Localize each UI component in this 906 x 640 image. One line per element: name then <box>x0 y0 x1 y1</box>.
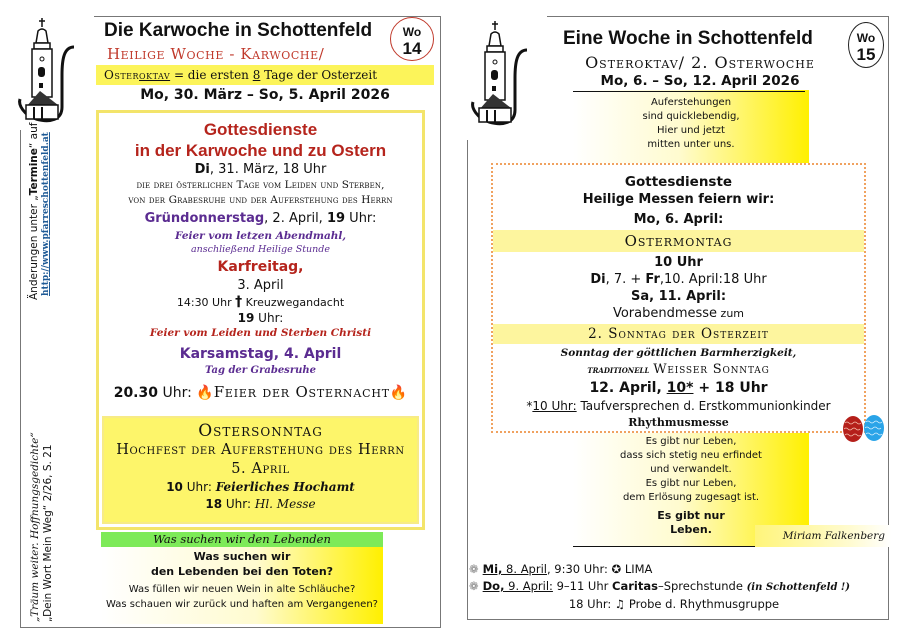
lebenden-box: Was suchen wir den Lebenden Was suchen wir den Lebenden bei den Toten? Was füllen wir neuen Wein in alte Schläuche? Was schauen wir zurück und haften am Vergangenen? <box>101 532 383 624</box>
dates-rule <box>573 91 805 92</box>
friday-date: 3. April <box>237 278 284 293</box>
lebenden-header: Was suchen wir den Lebenden <box>101 532 383 547</box>
services-subheading: in der Karwoche und zu Ostern <box>134 141 387 160</box>
rhythmusmesse: Rhythmusmesse <box>628 416 729 429</box>
vorabend-line: Vorabendmesse zum <box>612 306 745 321</box>
services-box <box>491 163 866 433</box>
frame-bottom <box>467 619 889 620</box>
frame-top <box>94 16 440 17</box>
easter-sunday-mass-1: 10 Uhr: Feierliches Hochamt <box>166 480 355 494</box>
easter-night-line: 20.30 Uhr: 🔥Feier der Osternacht🔥 <box>113 383 408 401</box>
triduum-line-2: von der Grabesruhe und der Auferstehung des Herrn <box>128 194 393 206</box>
tuesday-line: Di, 31. März, 18 Uhr <box>194 162 327 177</box>
event-item: 18 Uhr: ♫ Probe d. Rhythmusgruppe <box>568 597 780 611</box>
poem-author: Miriam Falkenberg <box>755 525 891 547</box>
flame-icon: 🔥 <box>389 385 408 401</box>
week-dates: Mo, 6. – So, 12. April 2026 <box>600 73 800 89</box>
osteroktav-bar: Osteroktav = die ersten 8 Tage der Osterzeit <box>96 65 434 85</box>
easter-sunday-subtitle: Hochfest der Auferstehung des Herrn <box>116 442 405 458</box>
ostermontag-band: Ostermontag <box>493 230 864 252</box>
right-page <box>455 0 906 640</box>
friday-event-2: Feier vom Leiden und Sterben Christi <box>149 327 372 339</box>
quote-source-2: „Dein Wort Mein Weg“ 2/26, S. 21 <box>42 444 54 622</box>
services-subheading: Heilige Messen feiern wir: <box>582 192 775 207</box>
services-box <box>96 110 425 530</box>
footnote-line: *10 Uhr: Taufversprechen d. Erstkommunionkinder <box>526 399 831 413</box>
sunday-times: 12. April, 10* + 18 Uhr <box>589 380 768 396</box>
week-badge: Wo 14 <box>390 17 434 61</box>
barmherzigkeit-line: Sonntag der göttlichen Barmherzigkeit, <box>560 347 797 359</box>
services-heading: Gottesdienste <box>203 120 318 139</box>
events-list <box>469 561 889 613</box>
week-dates: Mo, 30. März – So, 5. April 2026 <box>140 87 390 103</box>
easter-eggs-icon <box>839 413 889 443</box>
sunday-band: 2. Sonntag der Osterzeit <box>493 324 864 344</box>
page-subtitle: Heilige Woche - Karwoche/ <box>107 45 325 63</box>
page-title: Eine Woche in Schottenfeld <box>563 28 813 49</box>
friday-name: Karfreitag, <box>217 259 304 275</box>
frame-right <box>440 16 441 628</box>
monday-line: Mo, 6. April: <box>633 212 724 227</box>
easter-sunday-title: Ostersonntag <box>198 421 323 441</box>
frame-left <box>20 130 21 628</box>
weekday-masses: Di, 7. + Fr,10. April:18 Uhr <box>590 272 767 287</box>
event-item: ❁ Do, 9. April: 9–11 Uhr Caritas–Sprechstunde (in Schottenfeld !) <box>469 579 851 593</box>
changes-note: Änderungen unter „Termine“ auf <box>28 122 40 300</box>
church-logo-icon <box>465 18 545 128</box>
friday-time-2: 19 Uhr: <box>237 311 284 325</box>
poem-box: Es gibt nur Leben, dass sich stetig neu erfindet und verwandelt. Es gibt nur Leben, dem Erlösung zugesagt ist. Es gibt nur Leben. <box>573 433 809 546</box>
triduum-line-1: die drei österlichen Tage vom Leiden und Sterben, <box>136 179 385 191</box>
auferstehung-box: Auferstehungen sind quicklebendig, Hier und jetzt mitten unter uns. <box>573 90 809 163</box>
week-badge: Wo 15 <box>848 22 884 68</box>
cross-icon: † <box>235 294 243 310</box>
thursday-note: anschließend Heilige Stunde <box>191 244 330 255</box>
services-heading: Gottesdienste <box>624 174 733 190</box>
friday-way-of-cross: 14:30 Uhr † Kreuzwegandacht <box>176 294 345 310</box>
left-page <box>0 0 452 640</box>
weisser-sonntag-line: traditionell Weisser Sonntag <box>587 362 770 377</box>
frame-top <box>547 16 888 17</box>
saturday-line: Sa, 11. April: <box>630 289 727 304</box>
church-logo-icon <box>12 15 92 125</box>
parish-website-link[interactable]: http://www.pfarreschottenfeld.at <box>41 132 51 296</box>
flame-icon: 🔥 <box>196 385 214 401</box>
saturday-line: Karsamstag, 4. April <box>179 346 342 362</box>
thursday-line: Gründonnerstag, 2. April, 19 Uhr: <box>144 211 377 226</box>
event-item: ❁ Mi, 8. April, 9:30 Uhr: ✪ LIMA <box>469 562 653 576</box>
easter-sunday-date: 5. April <box>231 461 290 477</box>
thursday-event: Feier vom letzen Abendmahl, <box>174 230 347 242</box>
page-subtitle: Osteroktav/ 2. Osterwoche <box>585 53 815 72</box>
quote-source-1: „Träum weiter. Hoffnungsgedichte“ <box>29 432 41 622</box>
easter-sunday-box <box>102 416 419 524</box>
monday-time: 10 Uhr <box>654 255 703 270</box>
page-title: Die Karwoche in Schottenfeld <box>104 20 373 41</box>
flower-bullet-icon: ❁ <box>469 562 479 576</box>
flower-bullet-icon: ❁ <box>469 579 479 593</box>
frame-left <box>467 140 468 620</box>
frame-bottom <box>20 627 441 628</box>
saturday-note: Tag der Grabesruhe <box>205 365 316 376</box>
easter-sunday-mass-2: 18 Uhr: Hl. Messe <box>205 497 316 511</box>
